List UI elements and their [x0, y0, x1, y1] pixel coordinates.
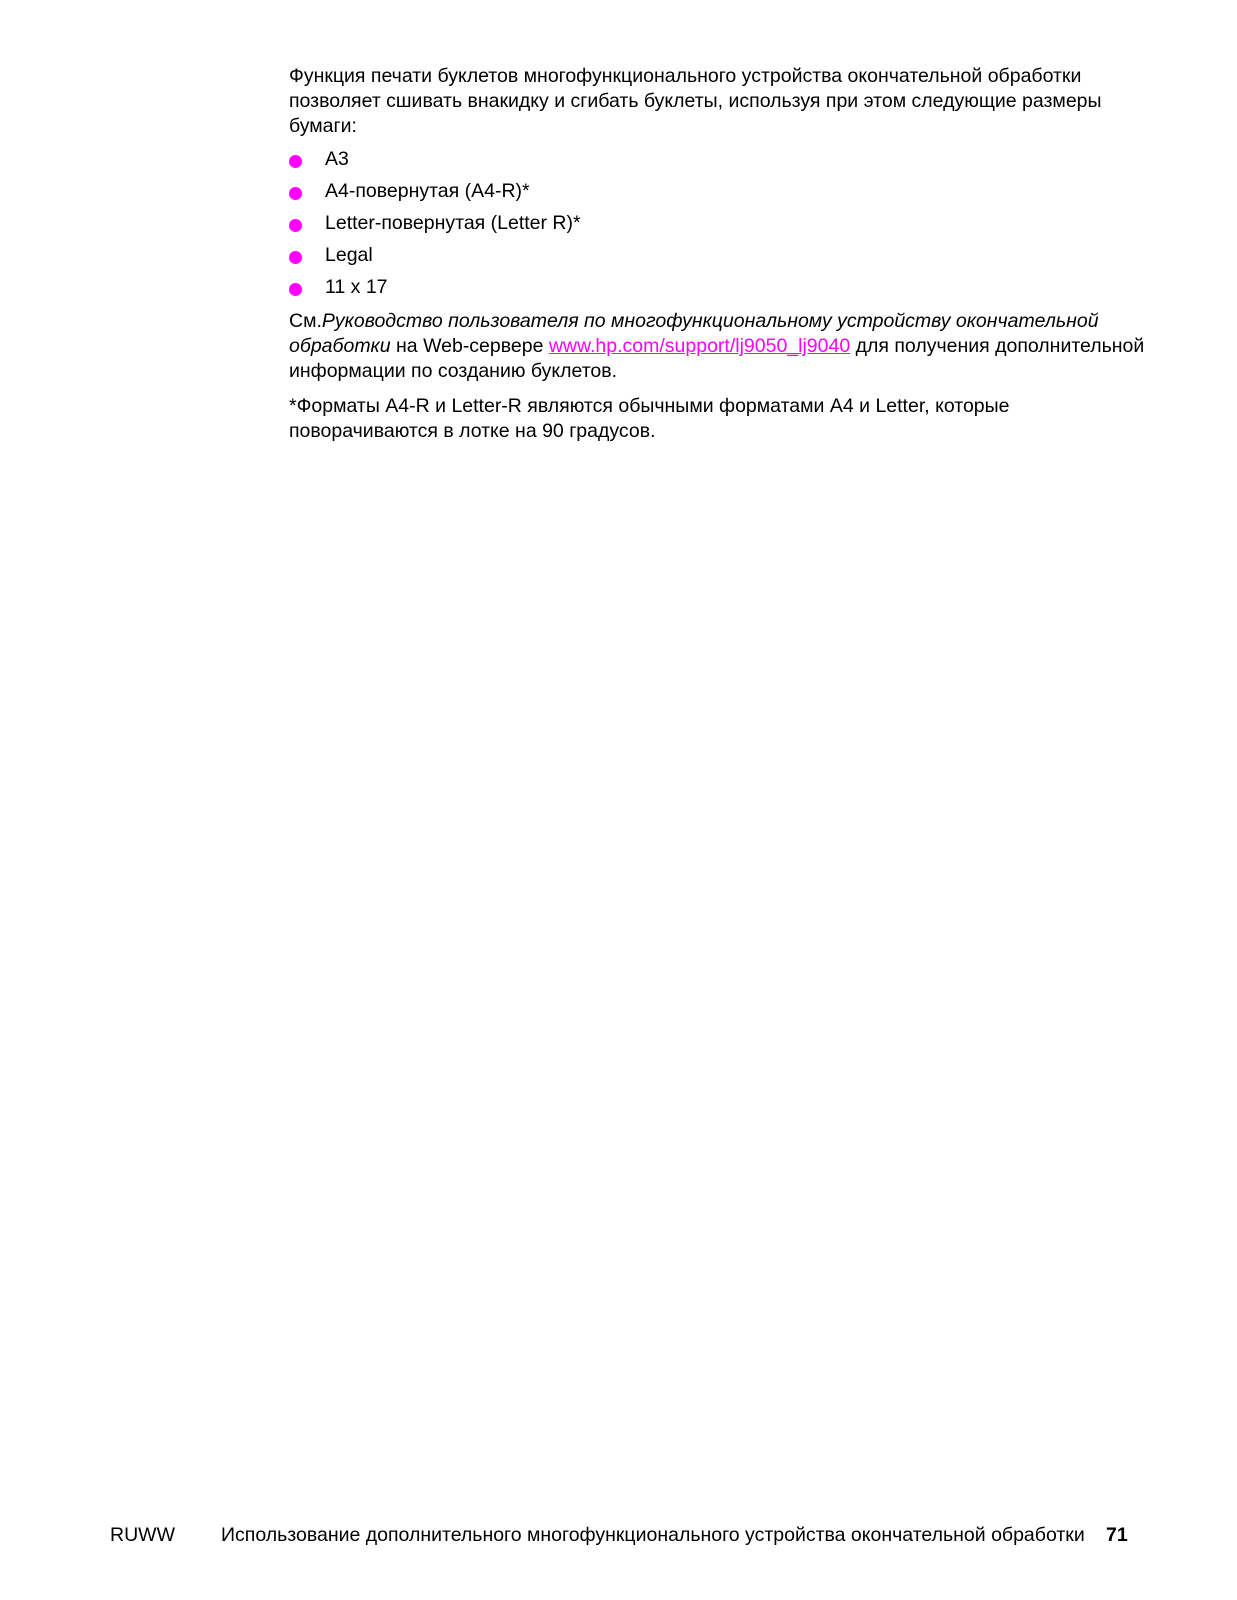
list-item — [289, 211, 1149, 243]
list-item — [289, 243, 1149, 275]
list-item-label: A3 — [325, 148, 349, 170]
see-prefix: См. — [289, 310, 322, 332]
list-item-label: 11 x 17 — [325, 276, 388, 298]
bullet-icon — [289, 155, 302, 168]
bullet-icon — [289, 219, 302, 232]
list-item-label: Legal — [325, 244, 373, 266]
bullet-icon — [289, 187, 302, 200]
bullet-icon — [289, 251, 302, 264]
bullet-icon — [289, 283, 302, 296]
list-item — [289, 147, 1149, 179]
intro-paragraph: Функция печати буклетов многофункционального устройства окончательной обработки позволяет сшивать внакидку и сгибать буклеты, используя при этом следующие размеры бумаги: — [289, 65, 1102, 137]
page-footer — [0, 1522, 1237, 1548]
list-item — [289, 275, 1149, 307]
footer-chapter-title: Использование дополнительного многофункционального устройства окончательной обработки — [221, 1524, 1085, 1546]
page-content — [289, 64, 1149, 444]
note-paragraph: *Форматы A4-R и Letter-R являются обычными форматами A4 и Letter, которые поворачиваются в лотке на 90 градусов. — [289, 395, 1010, 442]
see-also-paragraph — [289, 309, 1149, 384]
page-number: 71 — [1106, 1524, 1128, 1546]
list-item-label: Letter-повернутая (Letter R)* — [325, 212, 581, 234]
support-link[interactable]: www.hp.com/support/lj9050_lj9040 — [548, 335, 851, 357]
list-item-label: A4-повернутая (A4-R)* — [325, 180, 530, 202]
see-suffix-text: для получения дополнительной информации по созданию буклетов. — [289, 335, 1145, 382]
list-item — [289, 179, 1149, 211]
see-middle-text: на Web-сервере — [390, 335, 549, 357]
paper-size-list — [289, 147, 1149, 307]
footer-doc-code: RUWW — [110, 1524, 175, 1546]
guide-title: Руководство пользователя по многофункциональному устройству окончательной обработки — [289, 310, 1099, 357]
